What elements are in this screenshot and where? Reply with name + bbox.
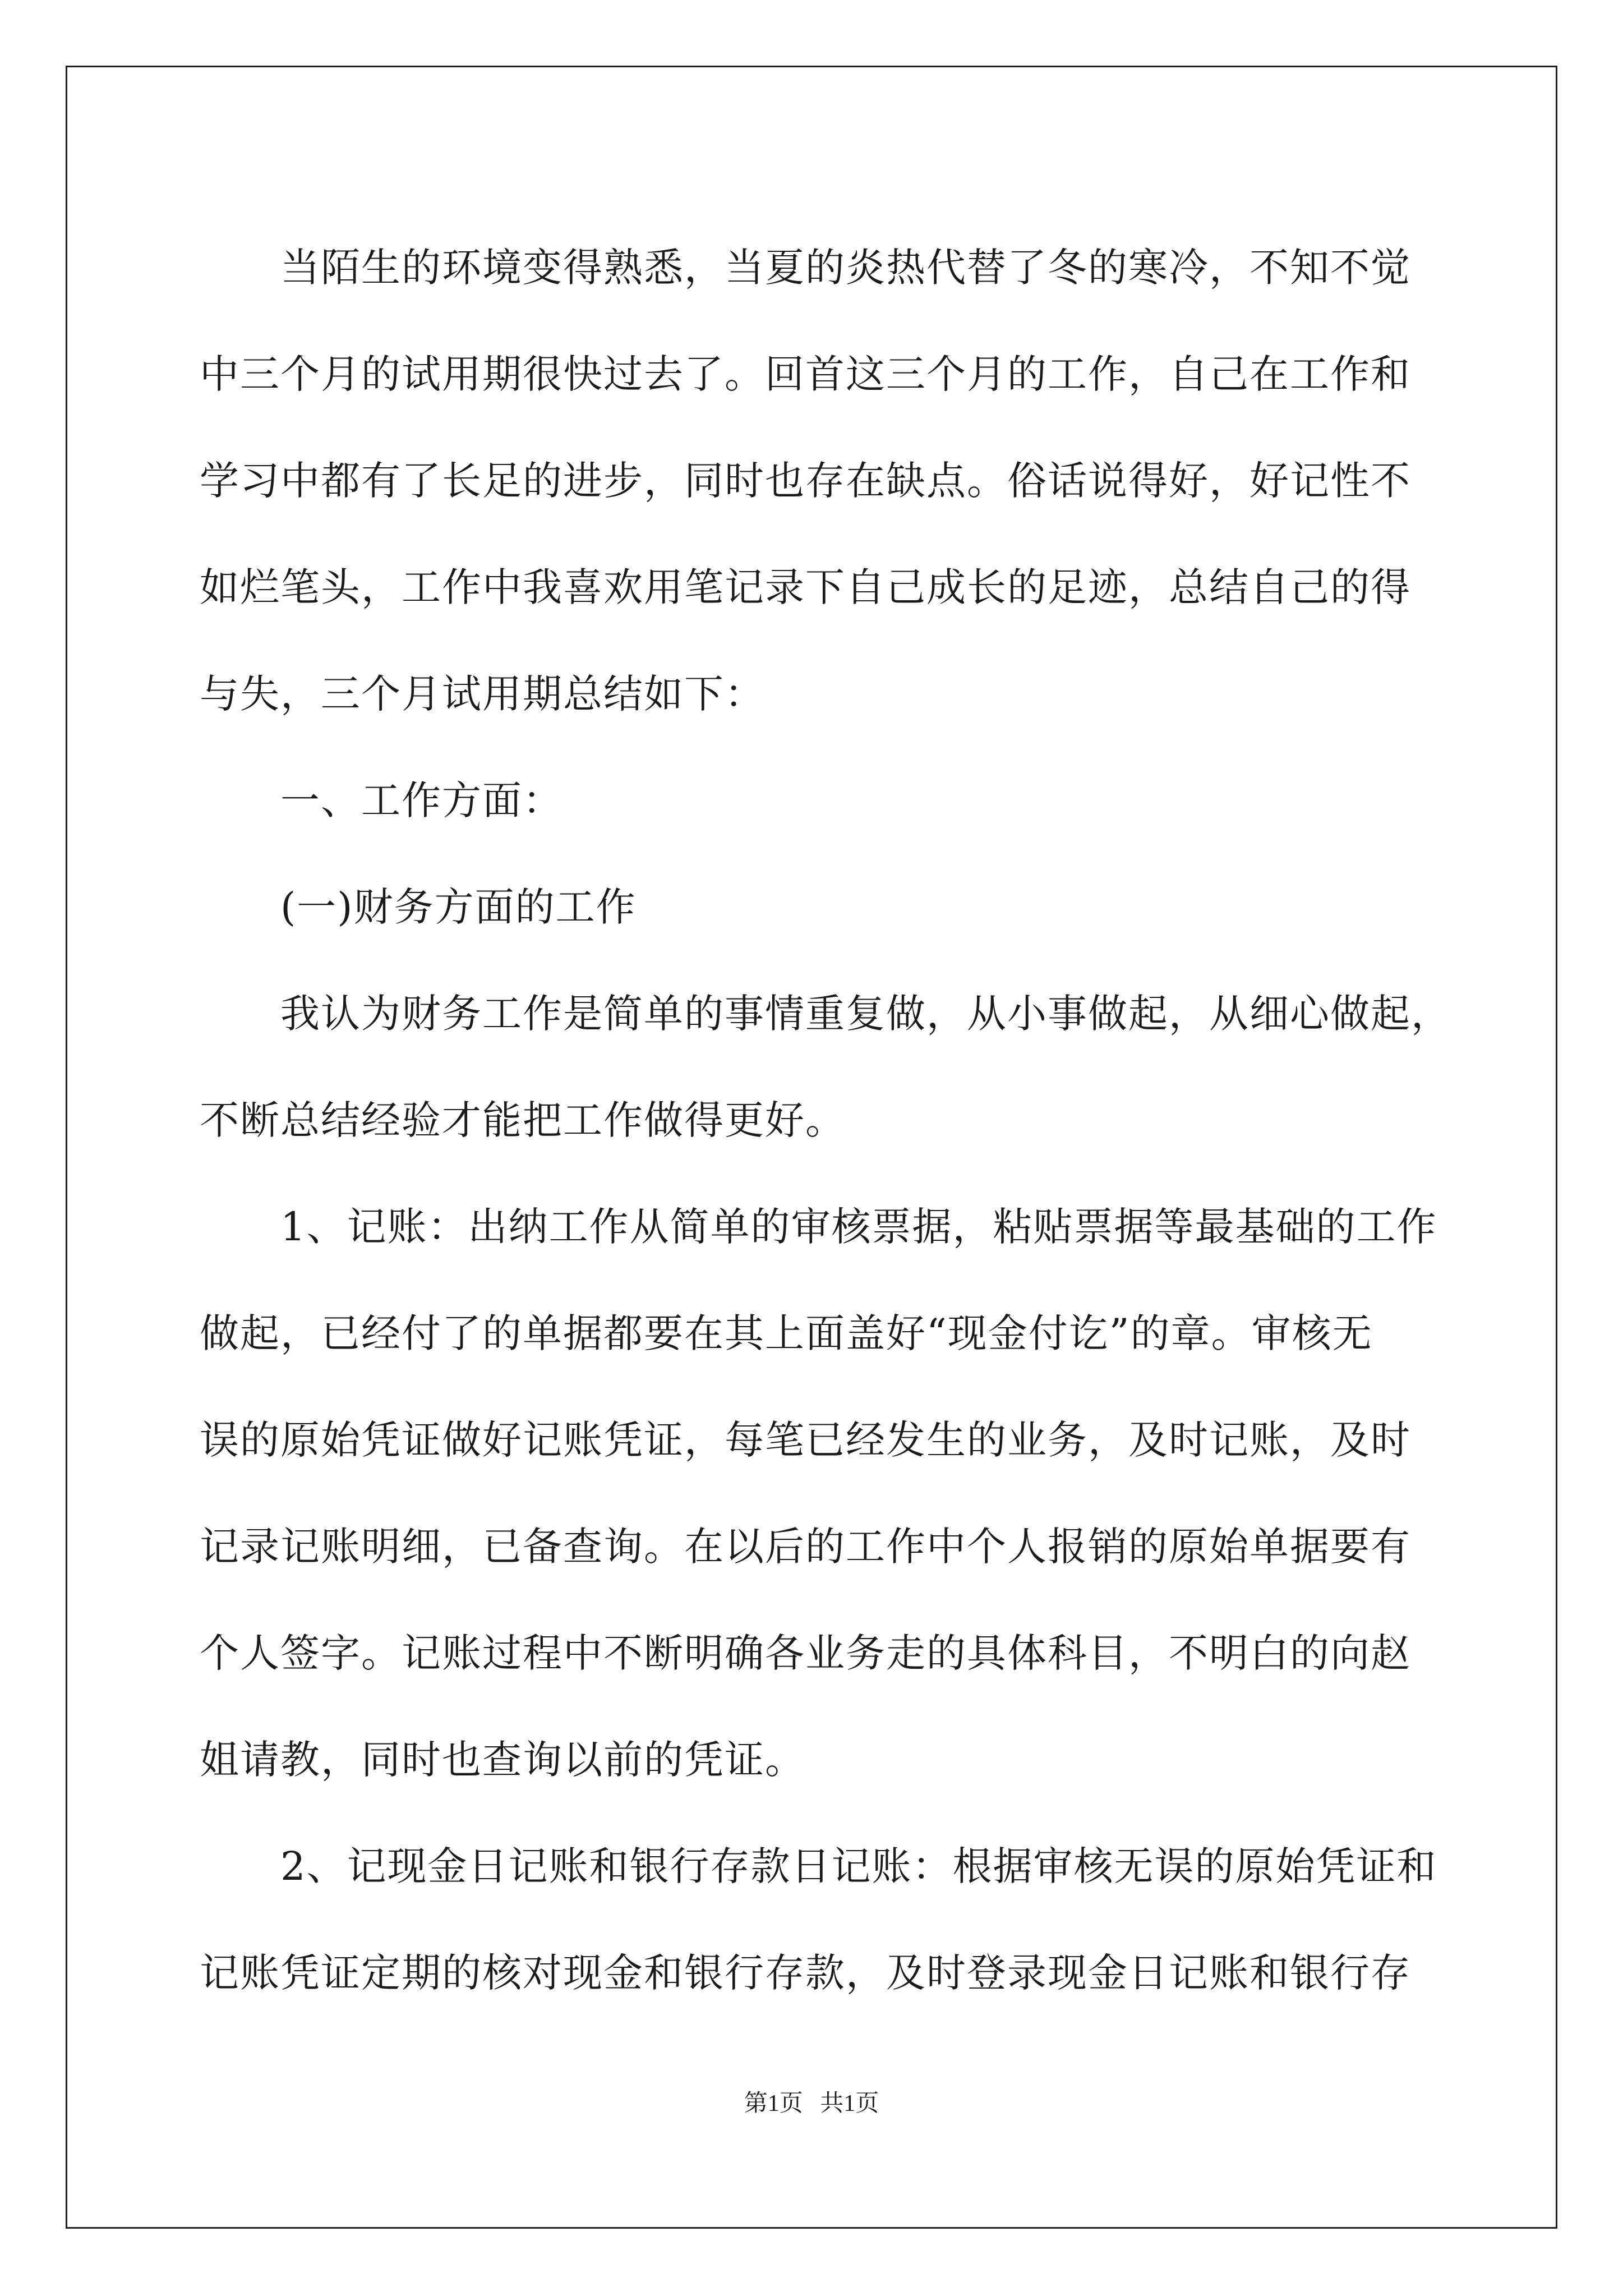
paragraph-1-line-5: 与失，三个月试用期总结如下：	[200, 671, 765, 717]
paragraph-2-line-2: 不断总结经验才能把工作做得更好。	[200, 1097, 846, 1143]
paragraph-4-line-1: 2、记现金日记账和银行存款日记账：根据审核无误的原始凭证和	[280, 1843, 1437, 1889]
paragraph-4-line-2: 记账凭证定期的核对现金和银行存款，及时登录现金日记账和银行存	[200, 1950, 1411, 1996]
paragraph-3-line-4: 记录记账明细，已备查询。在以后的工作中个人报销的原始单据要有	[200, 1524, 1411, 1570]
paragraph-3-line-3: 误的原始凭证做好记账凭证，每笔已经发生的业务，及时记账，及时	[200, 1417, 1411, 1463]
paragraph-3-line-5: 个人签字。记账过程中不断明确各业务走的具体科目，不明白的向赵	[200, 1630, 1411, 1676]
subsection-heading: (一)财务方面的工作	[280, 884, 637, 930]
paragraph-3-line-1: 1、记账：出纳工作从简单的审核票据，粘贴票据等最基础的工作	[280, 1204, 1437, 1250]
paragraph-1-line-3: 学习中都有了长足的进步，同时也存在缺点。俗话说得好，好记性不	[200, 458, 1411, 504]
page-number: 第1页	[744, 2091, 803, 2116]
paragraph-3-line-6: 姐请教，同时也查询以前的凭证。	[200, 1737, 805, 1783]
section-heading: 一、工作方面：	[280, 777, 563, 823]
document-body	[200, 214, 1451, 2026]
page-footer	[0, 2087, 1623, 2120]
paragraph-3-line-2: 做起，已经付了的单据都要在其上面盖好“现金付讫”的章。审核无	[200, 1310, 1373, 1356]
paragraph-1-line-4: 如烂笔头，工作中我喜欢用笔记录下自己成长的足迹，总结自己的得	[200, 564, 1411, 610]
paragraph-2-line-1: 我认为财务工作是简单的事情重复做，从小事做起，从细心做起，	[280, 991, 1451, 1037]
page-total: 共1页	[820, 2091, 879, 2116]
paragraph-1-line-1: 当陌生的环境变得熟悉，当夏的炎热代替了冬的寒冷，不知不觉	[280, 245, 1411, 291]
paragraph-1-line-2: 中三个月的试用期很快过去了。回首这三个月的工作，自己在工作和	[200, 351, 1411, 397]
